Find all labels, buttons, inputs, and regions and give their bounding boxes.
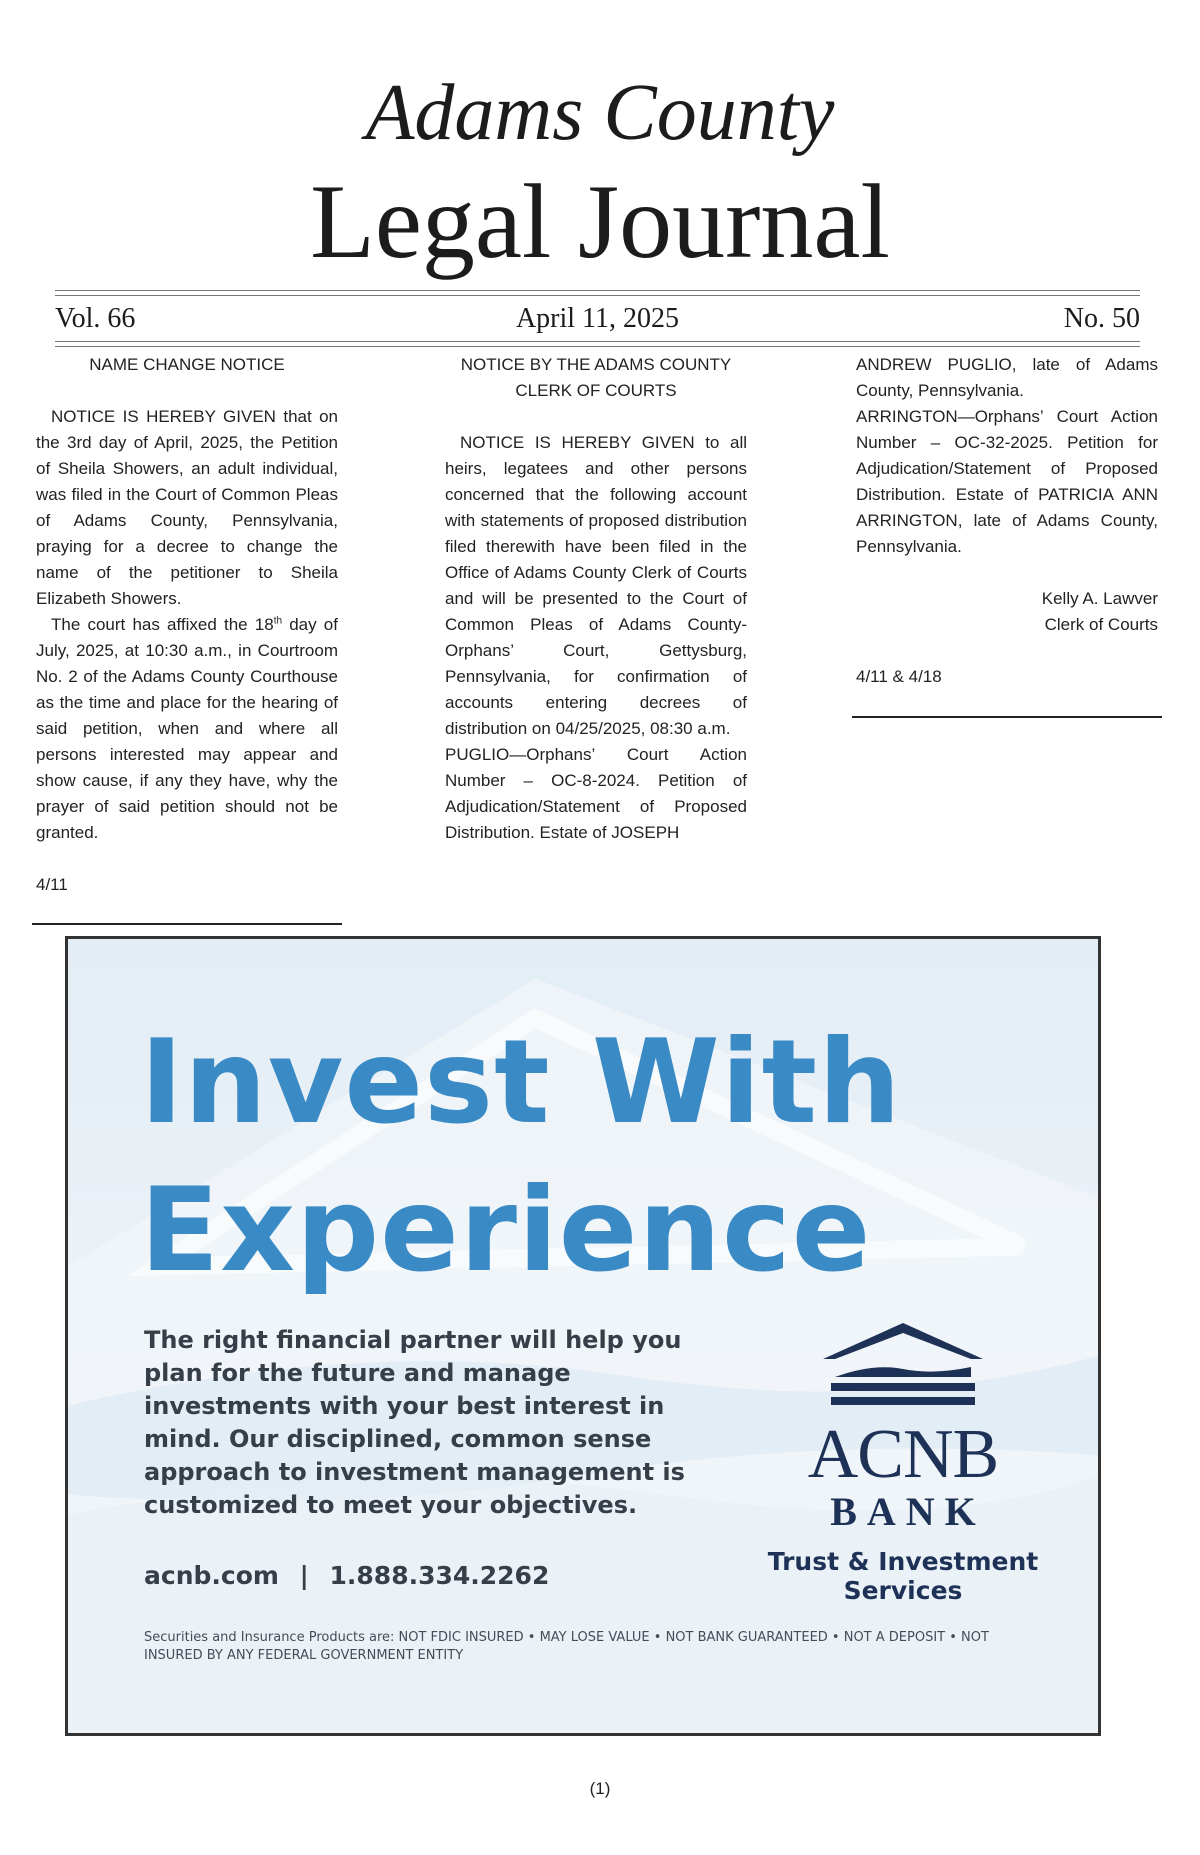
ad-headline (140, 1009, 902, 1305)
publication-dates: 4/11 & 4/18 (856, 667, 942, 686)
volume-number: Vol. 66 (55, 303, 136, 334)
bank-building-icon (813, 1319, 993, 1415)
journal-title-line2: Legal Journal (310, 163, 890, 280)
masthead-rule-top (55, 290, 1140, 291)
page-number: (1) (589, 1779, 611, 1798)
masthead-rule-top-inner (55, 295, 1140, 296)
notice-paragraph-hearing: The court has affixed the 18th day of July, 2025, at 10:30 a.m., in Courtroom No. 2 of the Adams County Courthouse as the time and place for the hearing of said petition, when and where all persons interested may appear and show cause, if any they have, why the prayer of said petition should not be granted. (36, 615, 338, 842)
clerk-of-courts-notice (445, 352, 747, 846)
estate-entry-arrington: ARRINGTON—Orphans’ Court Action Number – OC-32-2025. Petition for Adjudication/Statement of Proposed Distribution. Estate of PATRICIA ANN ARRINGTON, late of Adams County, Pennsylvania. (856, 407, 1158, 556)
publication-dates: 4/11 (36, 875, 68, 894)
ad-contact-line (144, 1559, 549, 1593)
notice-heading: NOTICE BY THE ADAMS COUNTY (460, 355, 732, 374)
contact-separator: | (299, 1561, 309, 1590)
notice-heading-line2: CLERK OF COURTS (515, 381, 677, 400)
ad-phone-number: 1.888.334.2262 (329, 1561, 550, 1590)
clerk-of-courts-notice-continued (856, 352, 1158, 690)
issue-number: No. 50 (1063, 303, 1140, 334)
ad-headline-line2: Experience (140, 1163, 872, 1298)
issue-info-row (55, 299, 1140, 339)
logo-tagline-line1: Trust & Investment (767, 1547, 1039, 1576)
notice-heading: NAME CHANGE NOTICE (89, 355, 285, 374)
acnb-logo (738, 1319, 1068, 1605)
issue-date: April 11, 2025 (515, 303, 680, 334)
logo-tagline-line2: Services (843, 1576, 963, 1605)
notice-end-rule (852, 716, 1162, 718)
name-change-notice (36, 352, 338, 898)
ad-website-link[interactable]: acnb.com (144, 1561, 279, 1590)
ad-body-text: The right financial partner will help you plan for the future and manage investments with your best interest in mind. Our disciplined, common sense approach to investment management is customized to meet your objectives. (144, 1326, 685, 1519)
ad-headline-line1: Invest With (140, 1015, 902, 1150)
notice-paragraph: NOTICE IS HEREBY GIVEN that on the 3rd day of April, 2025, the Petition of Sheila Showers, an adult individual, was filed in the Court of Common Pleas of Adams County, Pennsylvania, praying for a decree to change the name of the petitioner to Sheila Elizabeth Showers. (36, 407, 338, 608)
notice-paragraph: NOTICE IS HEREBY GIVEN to all heirs, legatees and other persons concerned that the following account with statements of proposed distribution filed therewith have been filed in the Office of Adams County Clerk of Courts and will be presented to the Court of Common Pleas of Adams County-Orphans’ Court, Gettysburg, Pennsylvania, for confirmation of accounts entering decrees of distribution on 04/25/2025, 08:30 a.m. (445, 433, 747, 738)
masthead-rule-bottom (55, 341, 1140, 342)
notice-end-rule (32, 923, 342, 925)
journal-title-line1: Adams County (365, 69, 835, 157)
estate-entry-puglio-continued: ANDREW PUGLIO, late of Adams County, Pennsylvania. (856, 355, 1158, 400)
logo-wordmark: ACNB (807, 1416, 999, 1493)
signer-name: Kelly A. Lawver (1041, 589, 1158, 608)
bank-advertisement (65, 936, 1101, 1736)
estate-entry-puglio: PUGLIO—Orphans’ Court Action Number – OC-8-2024. Petition of Adjudication/Statement of Proposed Distribution. Estate of JOSEPH (445, 745, 747, 842)
ad-disclaimer: Securities and Insurance Products are: NOT FDIC INSURED • MAY LOSE VALUE • NOT BANK GUARANTEED • NOT A DEPOSIT • NOT INSURED BY ANY FEDERAL GOVERNMENT ENTITY (144, 1630, 989, 1663)
signer-title: Clerk of Courts (1044, 615, 1158, 634)
masthead-rule-bottom-inner (55, 346, 1140, 347)
logo-bank-label: BANK (830, 1489, 986, 1534)
